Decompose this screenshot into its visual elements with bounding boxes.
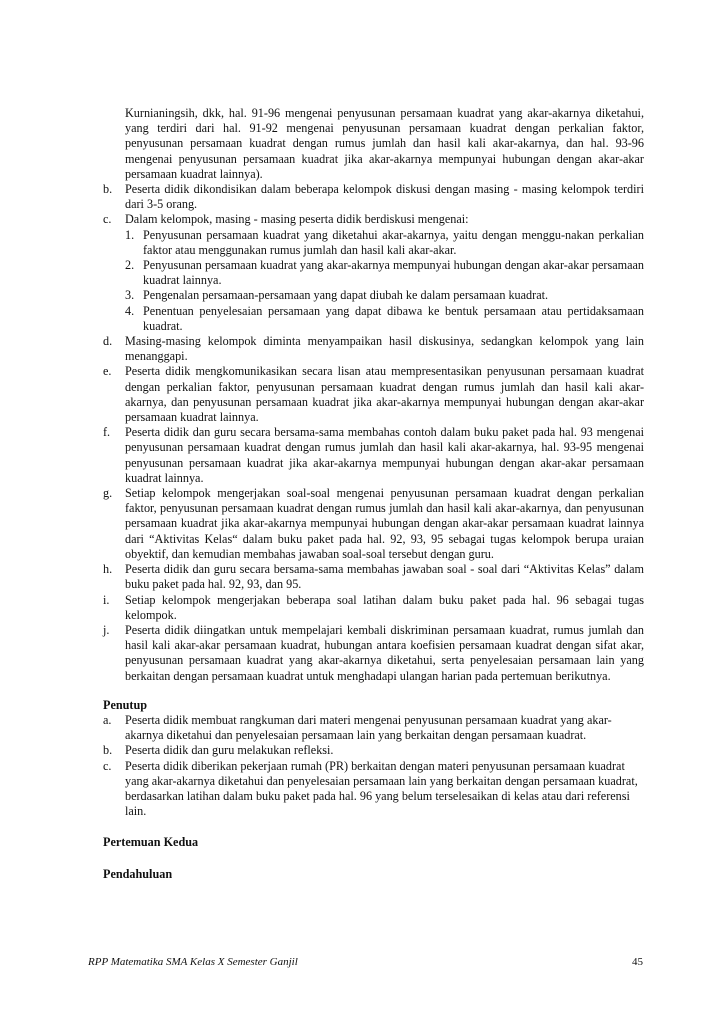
item-text: Setiap kelompok mengerjakan soal-soal mengenai penyusunan persamaan kuadrat dengan perkalian faktor, penyusunan persamaan kuadrat dengan rumus jumlah dan hasil kali akar-akarnya, dan penyusunan persamaan kuadrat jika akar-akarnya mempunyai hubungan dengan akar-akar persamaan kuadrat lainnya dari “Aktivitas Kelas“ dalam buku paket pada hal. 92, 93, 95 sebagai tugas kelompok berupa uraian obyektif, dan kemudian membahas jawaban soal-soal tersebut dengan guru. [125, 486, 644, 561]
list-item-c [103, 212, 644, 227]
item-text: Pengenalan persamaan-persamaan yang dapat diubah ke dalam persamaan kuadrat. [143, 288, 549, 303]
intro-continuation: Kurnianingsih, dkk, hal. 91-96 mengenai penyusunan persamaan kuadrat yang akar-akarnya diketahui, yang terdiri dari hal. 91-92 mengenai penyusunan persamaan kuadrat dengan perkalian faktor, penyusunan persamaan kuadrat dengan rumus jumlah dan hasil kali akar-akarnya, dan hal. 93-96 mengenai penyusunan persamaan kuadrat jika akar-akarnya mempunyai hubungan dengan akar-akar persamaan kuadrat lainnya). [125, 106, 644, 181]
item-label: 3. [125, 288, 135, 303]
item-label: f. [103, 425, 111, 440]
list-item-d [103, 334, 644, 364]
sublist-item-1 [103, 228, 644, 258]
page-footer [88, 956, 643, 974]
item-text: Peserta didik diberikan pekerjaan rumah (PR) berkaitan dengan materi penyusunan persamaan kuadrat yang akar-akarnya diketahui dan penyelesaian persamaan lain yang berkaitan dengan persamaan kuadrat, berdasarkan latihan dalam buku paket pada hal. 96 yang belum terselesaikan di kelas atau dari referensi lain. [125, 758, 638, 819]
item-label: e. [103, 364, 112, 379]
item-text: Peserta didik dikondisikan dalam beberapa kelompok diskusi dengan masing - masing kelompok terdiri dari 3-5 orang. [125, 182, 644, 212]
item-text: Dalam kelompok, masing - masing peserta didik berdiskusi mengenai: [125, 212, 469, 227]
item-text: Penyusunan persamaan kuadrat yang diketahui akar-akarnya, yaitu dengan menggu-nakan perkalian faktor atau menggunakan rumus jumlah dan hasil kali akar-akar. [143, 227, 644, 257]
section-heading-penutup: Penutup [103, 697, 148, 712]
item-text: Penyusunan persamaan kuadrat yang akar-akarnya mempunyai hubungan dengan akar-akar persamaan kuadrat lainnya. [143, 258, 644, 288]
list-item-j [103, 623, 644, 684]
item-label: g. [103, 486, 113, 501]
penutup-item-c [103, 759, 644, 820]
list-item-e [103, 364, 644, 425]
list-item-i [103, 593, 644, 623]
page-number: 45 [632, 956, 643, 968]
item-text: Peserta didik dan guru melakukan refleksi. [125, 743, 334, 758]
item-label: h. [103, 562, 113, 577]
item-text: Peserta didik dan guru secara bersama-sama membahas contoh dalam buku paket pada hal. 93 mengenai penyusunan persamaan kuadrat dengan rumus jumlah dan hasil kali akar-akarnya, hal. 93-95 mengenai penyusunan persamaan kuadrat jika akar-akarnya mempunyai hubungan dengan akar-akar persamaan kuadrat lainnya. [125, 425, 644, 485]
item-label: a. [103, 712, 112, 727]
item-label: j. [103, 622, 110, 637]
section-heading-pendahuluan: Pendahuluan [103, 866, 173, 881]
item-label: d. [103, 334, 113, 349]
section-heading-pertemuan-kedua: Pertemuan Kedua [103, 835, 199, 850]
item-text: Penentuan penyelesaian persamaan yang dapat dibawa ke bentuk persamaan atau pertidaksamaan kuadrat. [143, 303, 644, 333]
item-text: Peserta didik dan guru secara bersama-sama membahas jawaban soal - soal dari “Aktivitas Kelas” dalam buku paket pada hal. 92, 93, dan 95. [125, 562, 644, 592]
list-item-f [103, 425, 644, 486]
item-label: 4. [125, 303, 135, 318]
item-text: Setiap kelompok mengerjakan beberapa soal latihan dalam buku paket pada hal. 96 sebagai tugas kelompok. [125, 592, 644, 622]
item-text: Peserta didik membuat rangkuman dari materi mengenai penyusunan persamaan kuadrat yang akar-akarnya diketahui dan penyelesaian persamaan lain yang berkaitan dengan persamaan kuadrat. [125, 712, 612, 743]
list-item-h [103, 562, 644, 592]
item-label: 2. [125, 258, 135, 273]
penutup-item-a [103, 713, 644, 743]
sublist-item-4 [103, 304, 644, 334]
item-label: b. [103, 182, 113, 197]
penutup-item-b [103, 743, 644, 758]
page-content [103, 106, 644, 882]
sublist-item-3 [103, 288, 644, 303]
item-label: b. [103, 743, 113, 758]
list-item-g [103, 486, 644, 562]
item-label: c. [103, 212, 112, 227]
item-label: i. [103, 592, 110, 607]
item-text: Peserta didik mengkomunikasikan secara lisan atau mempresentasikan penyusunan persamaan kuadrat dengan perkalian faktor, penyusunan persamaan kuadrat dengan rumus jumlah dan hasil kali akar-akarnya, dan penyusunan persamaan kuadrat jika akar-akarnya mempunyai hubungan dengan akar-akar persamaan kuadrat lainnya. [125, 364, 644, 425]
list-item-b [103, 182, 644, 212]
item-label: c. [103, 758, 112, 773]
footer-title: RPP Matematika SMA Kelas X Semester Ganjil [88, 956, 298, 968]
item-label: 1. [125, 227, 135, 242]
item-text: Peserta didik diingatkan untuk mempelajari kembali diskriminan persamaan kuadrat, rumus jumlah dan hasil kali akar-akar persamaan kuadrat, hubungan antara koefisien persamaan kuadrat dengan sifat akar, penyusunan persamaan kuadrat yang akar-akarnya diketahui, serta penyelesaian persamaan lain yang berkaitan dengan persamaan kuadrat untuk menghadapi ulangan harian pada pertemuan berikutnya. [125, 622, 644, 683]
sublist-item-2 [103, 258, 644, 288]
item-text: Masing-masing kelompok diminta menyampaikan hasil diskusinya, sedangkan kelompok yang lain menanggapi. [125, 334, 644, 364]
